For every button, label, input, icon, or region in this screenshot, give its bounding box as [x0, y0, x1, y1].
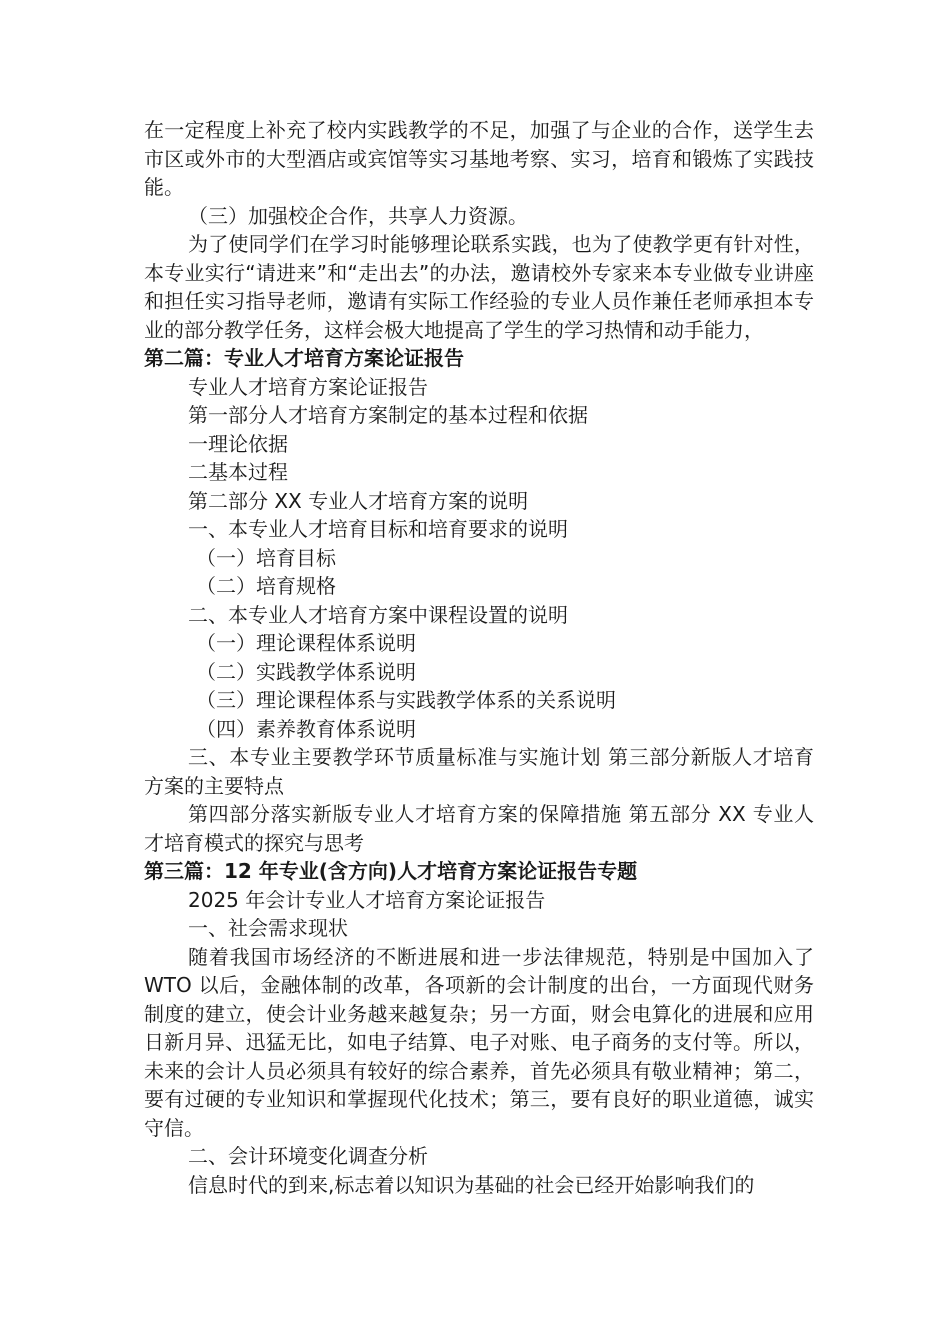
section-heading-2: 第二篇：专业人才培育方案论证报告	[144, 346, 464, 370]
section-heading-3: 第三篇：12 年专业(含方向)人才培育方案论证报告专题	[144, 859, 638, 883]
outline-subline: （二）实践教学体系说明	[196, 659, 416, 684]
paragraph-practice-teaching: 在一定程度上补充了校内实践教学的不足，加强了与企业的合作，送学生去市区或外市的大型酒店或宾馆等实习基地考察、实习，培育和锻炼了实践技能。	[144, 118, 814, 199]
subheading-school-enterprise: （三）加强校企合作，共享人力资源。	[188, 203, 528, 228]
outline-subline: （四）素养教育体系说明	[196, 716, 416, 741]
subheading-social-demand: 一、社会需求现状	[188, 916, 348, 940]
outline-subline: （三）理论课程体系与实践教学体系的关系说明	[196, 688, 616, 712]
outline-line: 一理论依据	[188, 431, 288, 456]
outline-line: 一、本专业人才培育目标和培育要求的说明	[188, 517, 568, 541]
outline-paragraph: 第四部分落实新版专业人才培育方案的保障措施 第五部分 XX 专业人才培育模式的探究与思考	[144, 802, 814, 855]
outline-line: 二基本过程	[188, 460, 288, 484]
outline-line: 专业人才培育方案论证报告	[188, 374, 428, 399]
paragraph-information-age: 信息时代的到来,标志着以知识为基础的社会已经开始影响我们的	[188, 1172, 755, 1197]
report-title-line: 2025 年会计专业人才培育方案论证报告	[188, 887, 546, 912]
outline-paragraph: 三、本专业主要教学环节质量标准与实施计划 第三部分新版人才培育方案的主要特点	[144, 745, 814, 798]
outline-line: 第一部分人才培育方案制定的基本过程和依据	[188, 403, 588, 427]
document-page	[144, 116, 814, 1199]
outline-line: 第二部分 XX 专业人才培育方案的说明	[188, 488, 529, 513]
paragraph-invite-experts: 为了使同学们在学习时能够理论联系实践，也为了使教学更有针对性，本专业实行“请进来”和“走出去”的办法，邀请校外专家来本专业做专业讲座和担任实习指导老师，邀请有实际工作经验的专业人员作兼任老师承担本专业的部分教学任务，这样会极大地提高了学生的学习热情和动手能力，	[144, 232, 814, 342]
subheading-environment-analysis: 二、会计环境变化调查分析	[188, 1144, 428, 1168]
outline-subline: （一）培育目标	[196, 545, 336, 570]
paragraph-social-demand: 随着我国市场经济的不断进展和进一步法律规范，特别是中国加入了 WTO 以后，金融体制的改革，各项新的会计制度的出台，一方面现代财务制度的建立，使会计业务越来越复杂；另一方面，财会电算化的进展和应用日新月异、迅猛无比，如电子结算、电子对账、电子商务的支付等。所以，未来的会计人员必须具有较好的综合素养，首先必须具有敬业精神；第二，要有过硬的专业知识和掌握现代化技术；第三，要有良好的职业道德，诚实守信。	[144, 944, 814, 1140]
outline-subline: （二）培育规格	[196, 574, 336, 598]
outline-subline: （一）理论课程体系说明	[196, 631, 416, 655]
outline-line: 二、本专业人才培育方案中课程设置的说明	[188, 602, 568, 627]
